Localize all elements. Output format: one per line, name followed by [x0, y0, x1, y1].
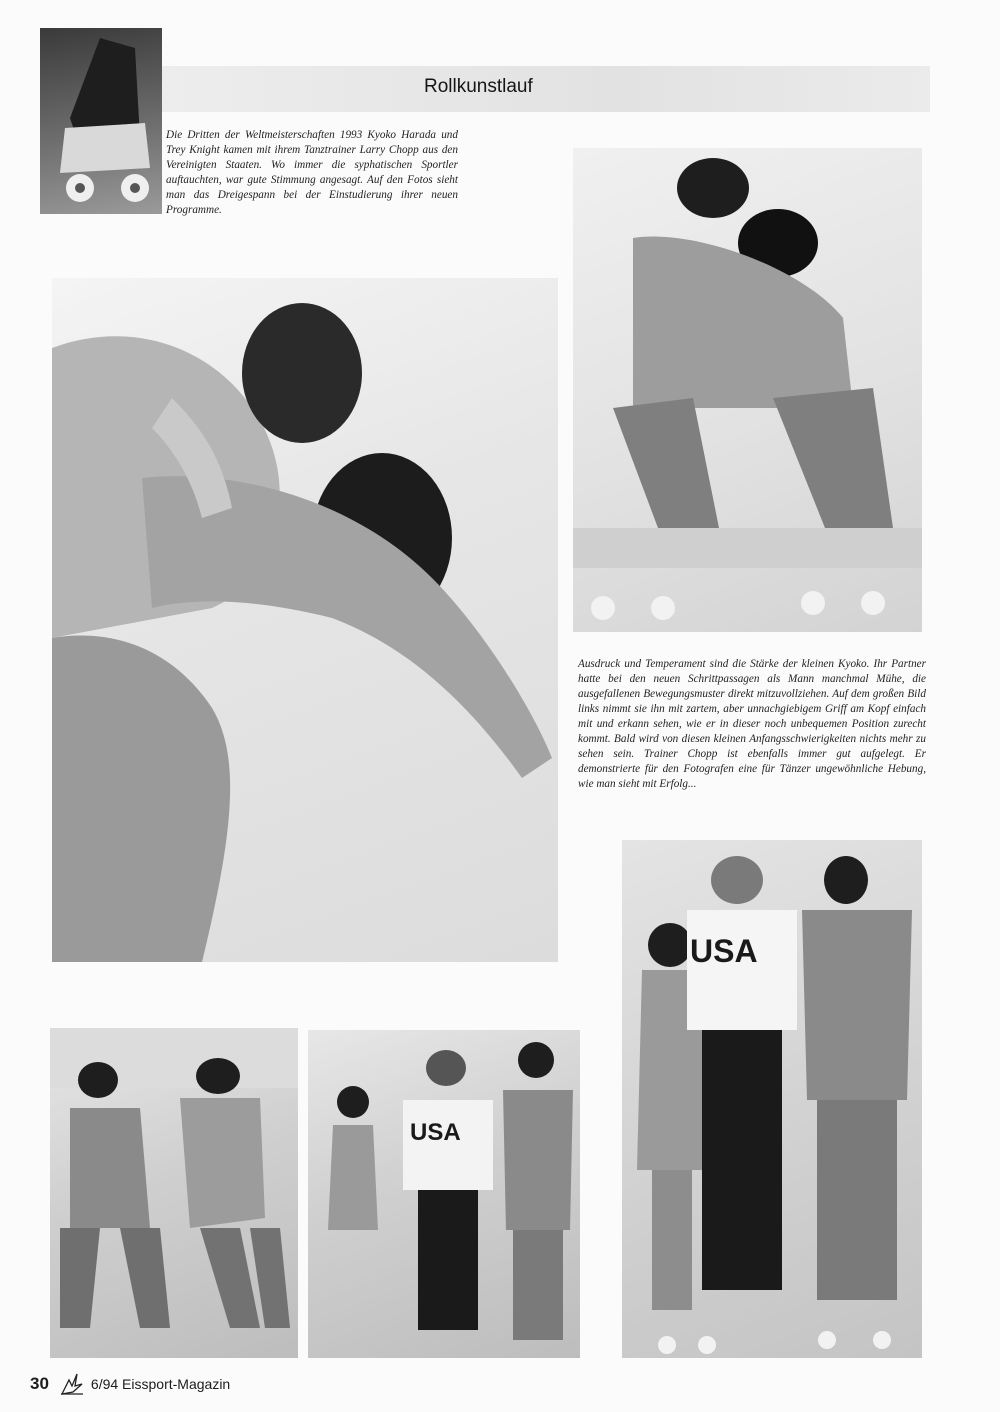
photo-trio-standing	[308, 1030, 580, 1358]
caption-intro: Die Dritten der Weltmeisterschaften 1993 Kyoko Harada und Trey Knight kamen mit ihrem Tanztrainer Larry Chopp aus den Vereinigten Staaten. Wo immer die syphatischen Sportler auftauchten, war gute Stimmung angesagt. Auf den Fotos sieht man das Dreigespann bei der Einstudierung ihrer neuen Programme.	[166, 129, 458, 216]
photo-couple-dance-large	[52, 278, 558, 962]
photo-roller-skate	[40, 28, 162, 214]
header-band	[160, 66, 930, 112]
photo-couple-skating	[50, 1028, 298, 1358]
photo-couple-embrace	[573, 148, 922, 632]
caption-main: Ausdruck und Temperament sind die Stärke der kleinen Kyoko. Ihr Partner hatte bei den neuen Schrittpassagen als Mann manchmal Mühe, die ausgefallenen Bewegungsmuster direkt mitzuvollziehen. Auf dem großen Bild links nimmt sie ihn mit zartem, aber unnachgiebigem Griff am Kopf einfach mit und erkann sehen, wie er in dieser noch unbequemen Position zurecht kommt. Bald wird von diesen kleinen Anfangsschwierigkeiten nichts mehr zu sehen sein. Trainer Chopp ist ebenfalls immer gut aufgelegt. Er demonstrierte für den Fotografen eine für Tänzer ungewöhnliche Hebung, wie man sieht mit Erfolg...	[578, 658, 926, 790]
photo-trio-large	[622, 840, 922, 1358]
section-title: Rollkunstlauf	[424, 76, 533, 97]
publication-name: 6/94 Eissport-Magazin	[90, 1376, 231, 1392]
sweatshirt-text-large: USA	[690, 933, 758, 969]
sweatshirt-text: USA	[410, 1119, 461, 1146]
page-footer	[30, 1372, 230, 1396]
bird-logo-icon	[59, 1372, 85, 1396]
page-number: 30	[30, 1374, 49, 1393]
